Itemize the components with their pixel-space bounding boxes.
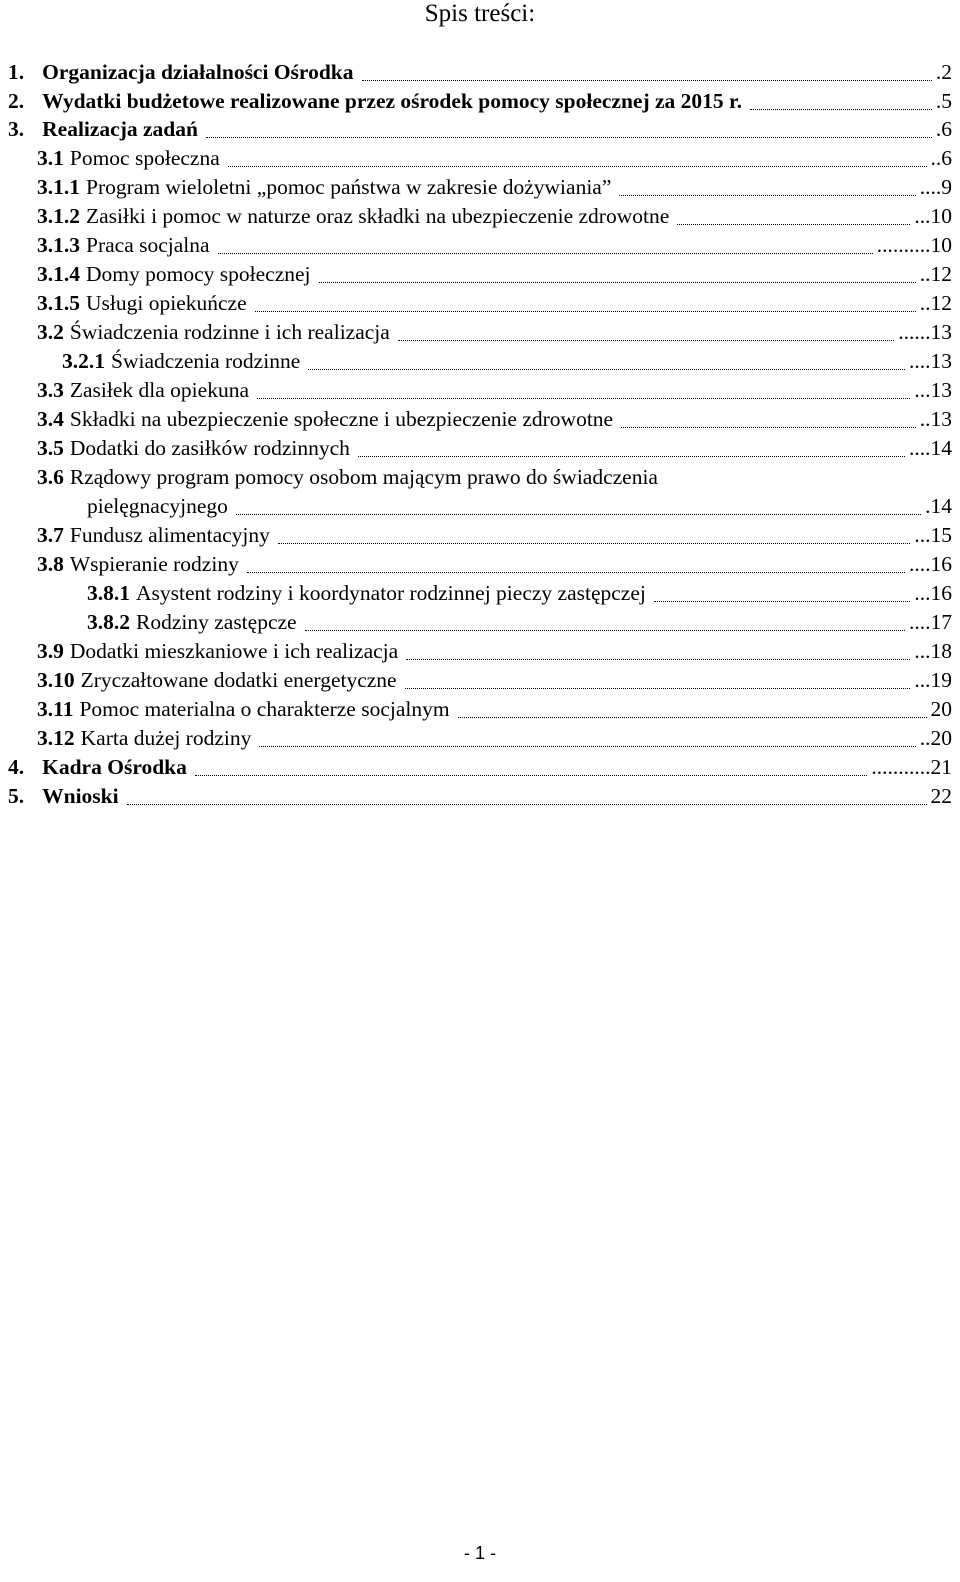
toc-entry-page: 12 bbox=[930, 262, 952, 286]
toc-entry-leader-tail: ... bbox=[914, 668, 931, 692]
toc-entry-leader-tail: .. bbox=[919, 407, 931, 431]
toc-entry[interactable] bbox=[37, 407, 952, 437]
dot-leader bbox=[259, 745, 915, 747]
toc-entry-label: Fundusz alimentacyjny bbox=[69, 523, 270, 547]
toc-entry[interactable] bbox=[37, 523, 952, 553]
dot-leader bbox=[406, 658, 910, 660]
toc-entry-number: 3.2.1 bbox=[62, 349, 105, 373]
dot-leader bbox=[255, 310, 916, 312]
toc-entry-label: Świadczenia rodzinne bbox=[111, 349, 301, 373]
page-title: Spis treści: bbox=[424, 0, 536, 27]
toc-entry-label: Realizacja zadań bbox=[42, 117, 198, 141]
toc-entry-number: 3.6 bbox=[37, 465, 64, 489]
toc-entry[interactable] bbox=[37, 552, 952, 582]
toc-entry-label: Usługi opiekuńcze bbox=[86, 291, 247, 315]
toc-entry-page: 10 bbox=[930, 233, 952, 257]
toc-entry-number: 5. bbox=[8, 784, 25, 808]
toc-entry-number: 3.1 bbox=[37, 146, 64, 170]
toc-entry[interactable] bbox=[37, 697, 952, 727]
toc-entry-leader-tail: .. bbox=[919, 262, 931, 286]
toc-entry-leader-tail: .... bbox=[909, 436, 931, 460]
dot-leader bbox=[305, 629, 905, 631]
toc-entry[interactable] bbox=[8, 117, 952, 147]
toc-entry-label: Domy pomocy społecznej bbox=[86, 262, 311, 286]
toc-entry-label: Praca socjalna bbox=[86, 233, 210, 257]
toc-entry-page: 14 bbox=[930, 436, 952, 460]
dot-leader bbox=[278, 542, 910, 544]
toc-entry-leader-tail: .... bbox=[909, 610, 931, 634]
dot-leader bbox=[195, 774, 867, 776]
toc-entry-number: 2. bbox=[8, 89, 25, 113]
dot-leader bbox=[458, 716, 927, 718]
dot-leader bbox=[247, 571, 905, 573]
toc-entry[interactable] bbox=[37, 146, 952, 176]
toc-entry-number: 3.3 bbox=[37, 378, 64, 402]
toc-entry-page: 17 bbox=[930, 610, 952, 634]
toc-entry-page: 6 bbox=[941, 146, 952, 170]
toc-entry-page: 22 bbox=[930, 784, 952, 808]
toc-entry-number: 3.8 bbox=[37, 552, 64, 576]
toc-entry-label: Świadczenia rodzinne i ich realizacja bbox=[69, 320, 390, 344]
toc-entry-number: 3.4 bbox=[37, 407, 64, 431]
toc-entry-number: 3.8.2 bbox=[87, 610, 130, 634]
toc-entry[interactable] bbox=[37, 639, 952, 669]
toc-entry-label: Rządowy program pomocy osobom mającym prawo do świadczenia bbox=[69, 465, 658, 489]
toc-entry[interactable] bbox=[37, 436, 952, 466]
toc-entry-label: Wspieranie rodziny bbox=[69, 552, 239, 576]
toc-entry-label: Składki na ubezpieczenie społeczne i ubezpieczenie zdrowotne bbox=[69, 407, 614, 431]
toc-entry[interactable] bbox=[62, 349, 952, 379]
toc-entry-page: 5 bbox=[941, 89, 952, 113]
toc-entry-number: 3.9 bbox=[37, 639, 64, 663]
toc-entry-number: 3.1.2 bbox=[37, 204, 80, 228]
toc-entry-leader-tail: ...... bbox=[898, 320, 931, 344]
dot-leader bbox=[206, 136, 932, 138]
toc-entry[interactable] bbox=[37, 320, 952, 350]
toc-entry-leader-tail: .... bbox=[909, 349, 931, 373]
toc-entry-label: Asystent rodziny i koordynator rodzinnej pieczy zastępczej bbox=[136, 581, 646, 605]
dot-leader bbox=[319, 281, 916, 283]
toc-entry[interactable] bbox=[37, 204, 952, 234]
toc-entry-page: 14 bbox=[930, 494, 952, 518]
toc-entry[interactable] bbox=[8, 784, 952, 814]
toc-entry[interactable] bbox=[87, 494, 952, 524]
toc-entry-number: 4. bbox=[8, 755, 25, 779]
toc-entry-number: 1. bbox=[8, 60, 25, 84]
toc-entry-label: Program wieloletni „pomoc państwa w zakresie dożywiania” bbox=[86, 175, 612, 199]
toc-entry-page: 16 bbox=[930, 552, 952, 576]
dot-leader bbox=[405, 687, 911, 689]
toc-entry-page: 18 bbox=[930, 639, 952, 663]
dot-leader bbox=[308, 368, 905, 370]
toc-entry[interactable] bbox=[37, 726, 952, 756]
toc-entry-label: Rodziny zastępcze bbox=[136, 610, 297, 634]
dot-leader bbox=[398, 339, 894, 341]
toc-entry[interactable] bbox=[37, 175, 952, 205]
dot-leader bbox=[654, 600, 911, 602]
toc-entry-page: 13 bbox=[930, 320, 952, 344]
toc-entry-page: 6 bbox=[941, 117, 952, 141]
toc-entry[interactable] bbox=[37, 233, 952, 263]
toc-entry-number: 3.12 bbox=[37, 726, 75, 750]
toc-entry-leader-tail: ... bbox=[914, 378, 931, 402]
toc-entry-label: Zryczałtowane dodatki energetyczne bbox=[80, 668, 397, 692]
toc-entry-label: Dodatki do zasiłków rodzinnych bbox=[69, 436, 350, 460]
toc-entry-page: 13 bbox=[930, 407, 952, 431]
toc-entry-leader-tail: .......... bbox=[876, 233, 931, 257]
toc-entry-number: 3.1.4 bbox=[37, 262, 80, 286]
dot-leader bbox=[677, 223, 910, 225]
toc-entry-leader-tail: .. bbox=[919, 291, 931, 315]
toc-entry-label: Kadra Ośrodka bbox=[42, 755, 187, 779]
toc-entry-leader-tail: . bbox=[935, 89, 942, 113]
toc-entry-number: 3.8.1 bbox=[87, 581, 130, 605]
toc-entry[interactable] bbox=[37, 465, 952, 495]
toc-entry-label: Karta dużej rodziny bbox=[80, 726, 252, 750]
toc-entry-number: 3.5 bbox=[37, 436, 64, 460]
toc-entry-leader-tail: .. bbox=[930, 146, 942, 170]
toc-entry-number: 3.2 bbox=[37, 320, 64, 344]
dot-leader bbox=[358, 455, 905, 457]
toc-entry[interactable] bbox=[8, 60, 952, 90]
toc-entry-page: 10 bbox=[930, 204, 952, 228]
toc-entry-label: Pomoc społeczna bbox=[69, 146, 220, 170]
dot-leader bbox=[621, 426, 916, 428]
toc-entry-label: pielęgnacyjnego bbox=[87, 494, 228, 518]
dot-leader bbox=[362, 79, 932, 81]
toc-entry[interactable] bbox=[37, 668, 952, 698]
toc-entry-leader-tail: .... bbox=[909, 552, 931, 576]
toc-entry-number: 3.1.3 bbox=[37, 233, 80, 257]
toc-entry-label: Organizacja działalności Ośrodka bbox=[42, 60, 354, 84]
toc-entry-page: 20 bbox=[930, 697, 952, 721]
toc-entry[interactable] bbox=[37, 262, 952, 292]
toc-entry[interactable] bbox=[87, 610, 952, 640]
toc-entry-leader-tail: ... bbox=[914, 639, 931, 663]
dot-leader bbox=[619, 194, 915, 196]
toc-entry-page: 19 bbox=[930, 668, 952, 692]
toc-entry[interactable] bbox=[87, 581, 952, 611]
toc-entry-page: 9 bbox=[941, 175, 952, 199]
dot-leader bbox=[127, 803, 927, 805]
toc-entry-leader-tail: ........... bbox=[871, 755, 931, 779]
toc-entry-number: 3.1.1 bbox=[37, 175, 80, 199]
toc-entry-page: 13 bbox=[930, 378, 952, 402]
toc-entry-page: 20 bbox=[930, 726, 952, 750]
toc-entry-leader-tail: ... bbox=[914, 523, 931, 547]
toc-entry[interactable] bbox=[37, 291, 952, 321]
toc-entry-label: Dodatki mieszkaniowe i ich realizacja bbox=[69, 639, 399, 663]
toc-entry-leader-tail: . bbox=[925, 494, 931, 518]
dot-leader bbox=[218, 252, 873, 254]
page-number: - 1 - bbox=[463, 1543, 496, 1563]
toc-entry-number: 3.1.5 bbox=[37, 291, 80, 315]
toc-entry-leader-tail: ... bbox=[914, 204, 931, 228]
toc-entry-label: Zasiłki i pomoc w naturze oraz składki na ubezpieczenie zdrowotne bbox=[86, 204, 670, 228]
toc-entry-page: 15 bbox=[930, 523, 952, 547]
toc-entry[interactable] bbox=[37, 378, 952, 408]
toc-entry-page: 16 bbox=[930, 581, 952, 605]
toc-entry-number: 3.7 bbox=[37, 523, 64, 547]
dot-leader bbox=[228, 165, 927, 167]
dot-leader bbox=[236, 513, 921, 515]
toc-entry-label: Zasiłek dla opiekuna bbox=[69, 378, 249, 402]
toc-entry-label: Pomoc materialna o charakterze socjalnym bbox=[79, 697, 450, 721]
toc-entry[interactable] bbox=[8, 755, 952, 785]
toc-entry-leader-tail: .. bbox=[919, 726, 931, 750]
toc-entry-leader-tail: ... bbox=[914, 581, 931, 605]
toc-entry-label: Wydatki budżetowe realizowane przez ośrodek pomocy społecznej za 2015 r. bbox=[42, 89, 742, 113]
toc-entry-label: Wnioski bbox=[42, 784, 119, 808]
toc-entry-leader-tail: .2 bbox=[935, 60, 952, 84]
dot-leader bbox=[257, 397, 910, 399]
toc-entry[interactable] bbox=[8, 89, 952, 119]
toc-entry-page: 12 bbox=[930, 291, 952, 315]
toc-entry-page: 13 bbox=[930, 349, 952, 373]
toc-entry-number: 3. bbox=[8, 117, 25, 141]
toc-entry-number: 3.11 bbox=[37, 697, 74, 721]
toc-entry-number: 3.10 bbox=[37, 668, 75, 692]
toc-entry-leader-tail: . bbox=[935, 117, 942, 141]
toc-entry-page: 21 bbox=[930, 755, 952, 779]
dot-leader bbox=[750, 108, 932, 110]
toc-entry-leader-tail: .... bbox=[919, 175, 942, 199]
